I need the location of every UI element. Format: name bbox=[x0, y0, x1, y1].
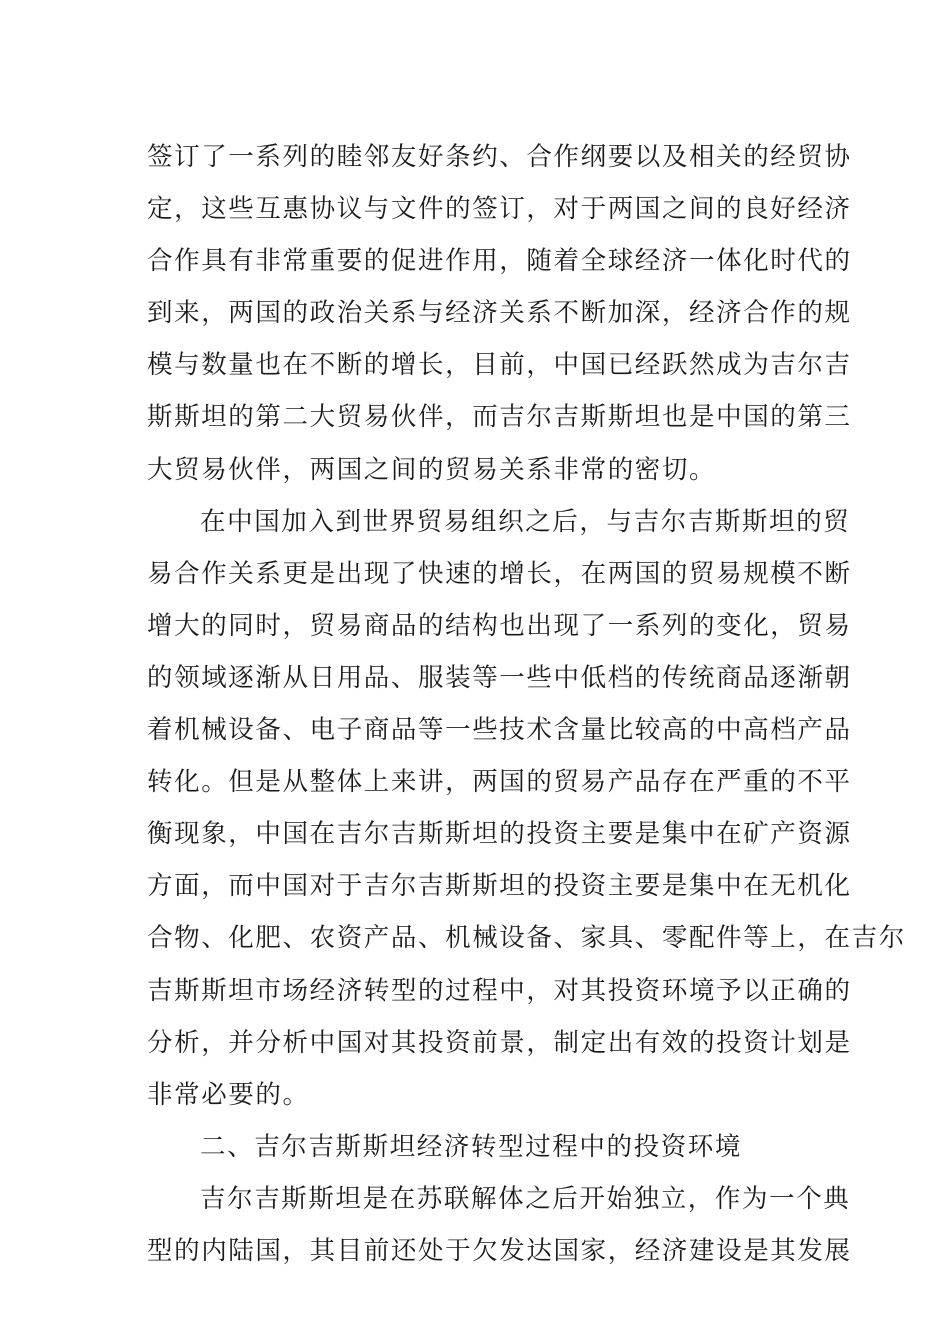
paragraph-first-line: 吉尔吉斯斯坦是在苏联解体之后开始独立，作为一个典 bbox=[200, 1183, 851, 1214]
text-line: 着机械设备、电子商品等一些技术含量比较高的中高档产品 bbox=[147, 715, 852, 746]
text-line: 转化。但是从整体上来讲，两国的贸易产品存在严重的不平 bbox=[147, 767, 852, 798]
text-line: 吉斯斯坦市场经济转型的过程中，对其投资环境予以正确的 bbox=[147, 975, 852, 1006]
text-line: 的领域逐渐从日用品、服装等一些中低档的传统商品逐渐朝 bbox=[147, 662, 852, 693]
text-line: 非常必要的。 bbox=[147, 1079, 310, 1110]
text-line: 衡现象，中国在吉尔吉斯斯坦的投资主要是集中在矿产资源 bbox=[147, 819, 852, 850]
text-line: 斯斯坦的第二大贸易伙伴，而吉尔吉斯斯坦也是中国的第三 bbox=[147, 402, 852, 433]
text-line: 模与数量也在不断的增长，目前，中国已经跃然成为吉尔吉 bbox=[147, 350, 852, 381]
text-line: 分析，并分析中国对其投资前景，制定出有效的投资计划是 bbox=[147, 1027, 852, 1058]
document-body bbox=[147, 131, 906, 1277]
text-line: 到来，两国的政治关系与经济关系不断加深，经济合作的规 bbox=[147, 298, 852, 329]
section-heading: 二、吉尔吉斯斯坦经济转型过程中的投资环境 bbox=[200, 1131, 743, 1162]
text-line: 签订了一系列的睦邻友好条约、合作纲要以及相关的经贸协 bbox=[147, 142, 852, 172]
paragraph-first-line: 在中国加入到世界贸易组织之后，与吉尔吉斯斯坦的贸 bbox=[200, 506, 851, 537]
text-line: 合物、化肥、农资产品、机械设备、家具、零配件等上，在吉尔 bbox=[147, 923, 906, 954]
text-line: 型的内陆国，其目前还处于欠发达国家，经济建设是其发展 bbox=[147, 1235, 852, 1266]
text-line: 增大的同时，贸易商品的结构也出现了一系列的变化，贸易 bbox=[147, 610, 852, 641]
text-line: 合作具有非常重要的促进作用，随着全球经济一体化时代的 bbox=[147, 246, 852, 277]
text-line: 易合作关系更是出现了快速的增长，在两国的贸易规模不断 bbox=[147, 558, 852, 589]
text-line: 大贸易伙伴，两国之间的贸易关系非常的密切。 bbox=[147, 454, 717, 485]
text-line: 定，这些互惠协议与文件的签订，对于两国之间的良好经济 bbox=[147, 194, 852, 225]
text-line: 方面，而中国对于吉尔吉斯斯坦的投资主要是集中在无机化 bbox=[147, 871, 852, 902]
